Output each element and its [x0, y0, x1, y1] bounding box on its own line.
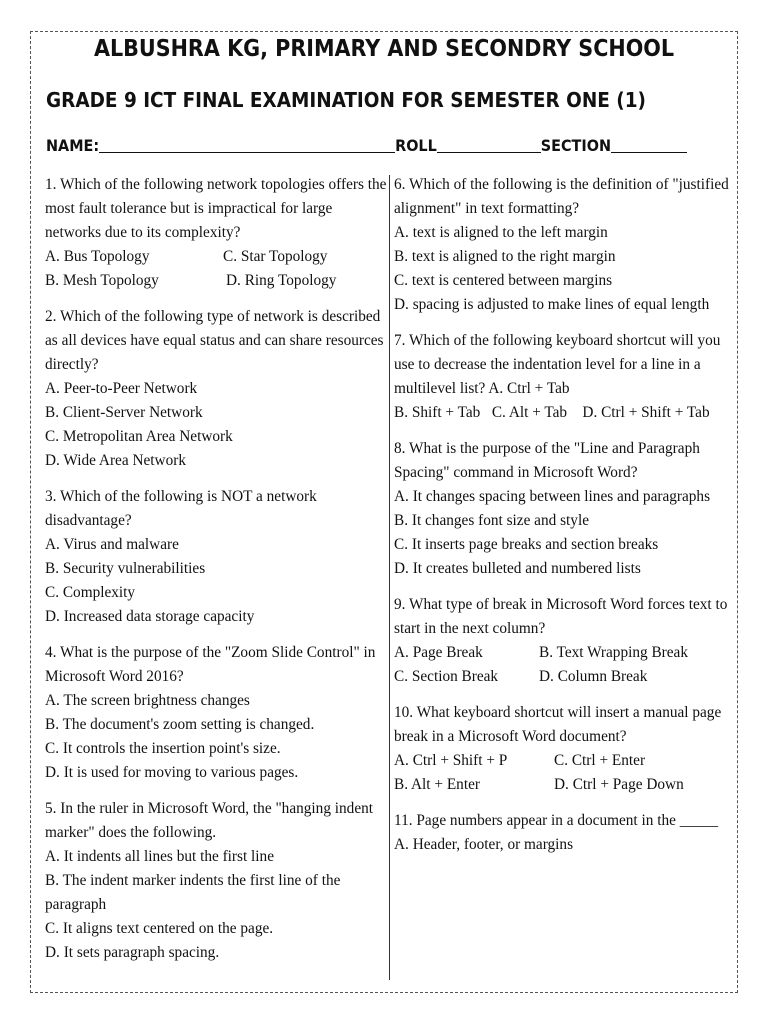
- option-row: [394, 749, 736, 773]
- option-a: A. Ctrl + Shift + P: [394, 752, 508, 769]
- option-d: D. Ctrl + Shift + Tab: [582, 404, 710, 421]
- option-a: A. Bus Topology: [45, 248, 150, 265]
- question-9: [394, 593, 736, 689]
- option-c: C. Ctrl + Enter: [554, 752, 646, 769]
- option-row: [394, 773, 736, 797]
- option-c: C. Section Break: [394, 668, 499, 685]
- option-c: C. Star Topology: [223, 248, 328, 265]
- option-b: B. Shift + Tab: [394, 404, 481, 421]
- option-row: [394, 641, 736, 665]
- option-c: C. It aligns text centered on the page.: [45, 920, 274, 937]
- question-text: 9. What type of break in Microsoft Word forces text to start in the next column?: [394, 596, 728, 637]
- question-text: 11. Page numbers appear in a document in the _____: [394, 812, 718, 829]
- option-d: D. It is used for moving to various pages.: [45, 764, 299, 781]
- option-b: B. It changes font size and style: [394, 512, 589, 529]
- option-a: A. The screen brightness changes: [45, 692, 250, 709]
- question-text: 10. What keyboard shortcut will insert a manual page break in a Microsoft Word document?: [394, 704, 722, 745]
- option-c: C. It controls the insertion point's size.: [45, 740, 281, 757]
- question-text: 6. Which of the following is the definition of "justified alignment" in text formatting?: [394, 176, 729, 217]
- option-c: C. Alt + Tab: [491, 404, 568, 421]
- question-8: [394, 437, 736, 581]
- option-c: C. text is centered between margins: [394, 272, 613, 289]
- right-column: [394, 173, 736, 869]
- question-stem: 7. Which of the following keyboard shortcut will you use to decrease the indentation level for a line in a multilevel list?: [394, 332, 721, 397]
- option-b: B. The indent marker indents the first line of the paragraph: [45, 872, 341, 913]
- student-info-line: [46, 136, 687, 155]
- option-b: B. Text Wrapping Break: [539, 644, 688, 661]
- question-11: [394, 809, 736, 857]
- question-text: 2. Which of the following type of network is described as all devices have equal status and can share resources directly?: [45, 308, 384, 373]
- section-label: SECTION: [540, 136, 611, 155]
- option-d: D. Increased data storage capacity: [45, 608, 255, 625]
- option-a: A. Peer-to-Peer Network: [45, 380, 198, 397]
- question-10: [394, 701, 736, 797]
- option-row: [45, 245, 387, 269]
- exam-title: GRADE 9 ICT FINAL EXAMINATION FOR SEMESTER ONE (1): [46, 88, 646, 112]
- option-d: D. Column Break: [539, 668, 648, 685]
- question-text: 1. Which of the following network topologies offers the most fault tolerance but is impractical for large networks due to its complexity?: [45, 176, 387, 241]
- option-row: [45, 269, 387, 293]
- question-1: [45, 173, 387, 293]
- section-blank[interactable]: [611, 136, 687, 153]
- option-d: D. Ctrl + Page Down: [554, 776, 684, 793]
- option-d: D. It sets paragraph spacing.: [45, 944, 220, 961]
- option-b: B. Alt + Enter: [394, 776, 480, 793]
- option-c: C. It inserts page breaks and section breaks: [394, 536, 659, 553]
- question-5: [45, 797, 387, 965]
- name-label: NAME:: [46, 136, 100, 155]
- name-blank[interactable]: [99, 136, 395, 153]
- option-d: D. It creates bulleted and numbered lists: [394, 560, 641, 577]
- option-a: A. It indents all lines but the first line: [45, 848, 274, 865]
- option-d: D. spacing is adjusted to make lines of equal length: [394, 296, 710, 313]
- option-a: A. It changes spacing between lines and paragraphs: [394, 488, 711, 505]
- column-divider: [389, 175, 390, 980]
- question-text: [394, 329, 736, 401]
- question-text: 3. Which of the following is NOT a network disadvantage?: [45, 488, 317, 529]
- option-a: A. Header, footer, or margins: [394, 836, 574, 853]
- option-row: [394, 665, 736, 689]
- option-a: A. Virus and malware: [45, 536, 179, 553]
- option-b: B. text is aligned to the right margin: [394, 248, 616, 265]
- question-4: [45, 641, 387, 785]
- option-d: D. Wide Area Network: [45, 452, 186, 469]
- question-6: [394, 173, 736, 317]
- question-3: [45, 485, 387, 629]
- option-d: D. Ring Topology: [226, 272, 337, 289]
- option-c: C. Metropolitan Area Network: [45, 428, 233, 445]
- option-a: A. Ctrl + Tab: [488, 380, 570, 397]
- question-2: [45, 305, 387, 473]
- option-b: B. Client-Server Network: [45, 404, 203, 421]
- option-b: B. The document's zoom setting is changed.: [45, 716, 315, 733]
- option-b: B. Mesh Topology: [45, 272, 159, 289]
- school-name: ALBUSHRA KG, PRIMARY AND SECONDRY SCHOOL: [93, 36, 675, 62]
- left-column: [45, 173, 387, 977]
- question-7: [394, 329, 736, 425]
- roll-label: ROLL: [395, 136, 437, 155]
- option-a: A. text is aligned to the left margin: [394, 224, 608, 241]
- question-text: 8. What is the purpose of the "Line and Paragraph Spacing" command in Microsoft Word?: [394, 440, 700, 481]
- question-text: 4. What is the purpose of the "Zoom Slide Control" in Microsoft Word 2016?: [45, 644, 376, 685]
- question-text: 5. In the ruler in Microsoft Word, the "hanging indent marker" does the following.: [45, 800, 374, 841]
- option-c: C. Complexity: [45, 584, 136, 601]
- option-a: A. Page Break: [394, 644, 483, 661]
- option-row: [394, 401, 736, 425]
- option-b: B. Security vulnerabilities: [45, 560, 206, 577]
- roll-blank[interactable]: [437, 136, 541, 153]
